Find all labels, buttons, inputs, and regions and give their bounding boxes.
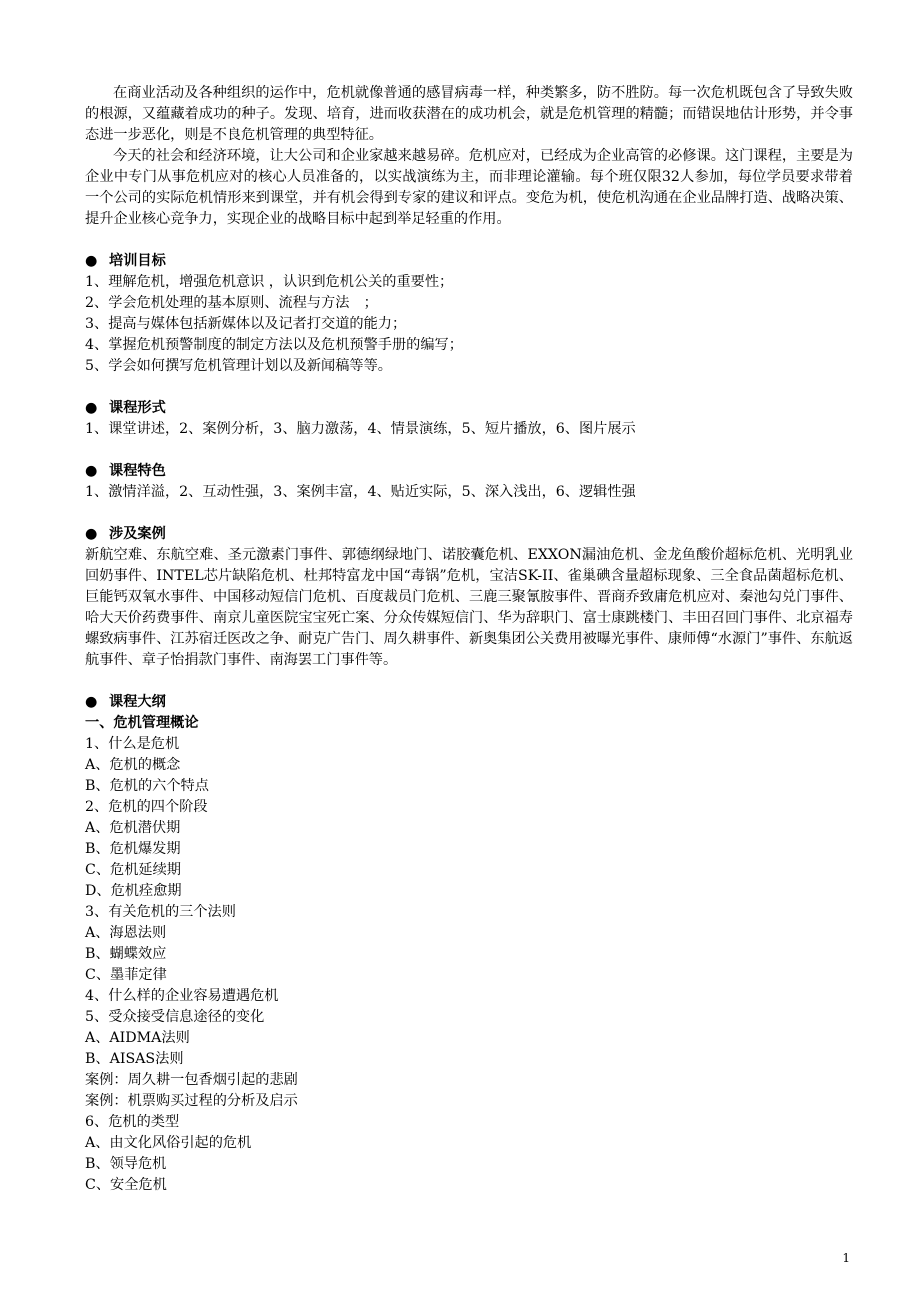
page-number: 1 (842, 1251, 850, 1265)
outline-item: B、危机爆发期 (85, 841, 181, 857)
outline-item: 1、什么是危机 (85, 736, 180, 752)
bullet-icon: ● (85, 253, 98, 269)
bullet-icon: ● (85, 526, 98, 542)
cases-heading (85, 524, 853, 545)
outline-item: 6、危机的类型 (85, 1114, 180, 1130)
outline-heading-text: 课程大纲 (109, 694, 166, 710)
outline-item: 案例：机票购买过程的分析及启示 (85, 1093, 298, 1109)
outline-item: C、危机延续期 (85, 862, 181, 878)
features-text: 1、激情洋溢，2、互动性强，3、案例丰富，4、贴近实际，5、深入浅出，6、逻辑性强 (85, 484, 636, 500)
bullet-icon: ● (85, 400, 98, 416)
outline-item: 5、受众接受信息途径的变化 (85, 1009, 265, 1025)
features-heading (85, 461, 853, 482)
outline-list (85, 734, 853, 1196)
outline-item: 2、危机的四个阶段 (85, 799, 208, 815)
bullet-icon: ● (85, 694, 98, 710)
outline-item: B、AISAS法则 (85, 1051, 184, 1067)
outline-item: A、危机潜伏期 (85, 820, 181, 836)
goals-heading (85, 251, 853, 272)
outline-item: D、危机痊愈期 (85, 883, 182, 899)
features-heading-text: 课程特色 (109, 463, 166, 479)
cases-section (85, 524, 853, 671)
format-section (85, 398, 853, 440)
outline-item: A、AIDMA法则 (85, 1030, 190, 1046)
document-page (85, 83, 853, 1196)
chapter-title: 一、危机管理概论 (85, 715, 199, 731)
outline-heading (85, 692, 853, 713)
intro-paragraph-1: 在商业活动及各种组织的运作中，危机就像普通的感冒病毒一样，种类繁多，防不胜防。每一次危机既包含了导致失败的根源，又蕴藏着成功的种子。发现、培育，进而收获潜在的成功机会，就是危机管理的精髓；而错误地估计形势，并令事态进一步恶化，则是不良危机管理的典型特征。 (85, 85, 853, 143)
goal-item: 1、理解危机，增强危机意识 ，认识到危机公关的重要性； (85, 274, 454, 290)
outline-item: A、海恩法则 (85, 925, 167, 941)
goals-heading-text: 培训目标 (109, 253, 166, 269)
cases-heading-text: 涉及案例 (109, 526, 166, 542)
outline-item: C、安全危机 (85, 1177, 167, 1193)
cases-text: 新航空难、东航空难、圣元激素门事件、郭德纲绿地门、诺胶囊危机、EXXON漏油危机、金龙鱼酸价超标危机、光明乳业回奶事件、INTEL芯片缺陷危机、杜邦特富龙中国“毒锅”危机，宝洁SK-II、雀巢碘含量超标现象、三全食品菌超标危机、巨能钙双氧水事件、中国移动短信门危机、百度裁员门危机、三鹿三聚氰胺事件、晋商乔致庸危机应对、秦池勾兑门事件、哈大天价药费事件、南京儿童医院宝宝死亡案、分众传媒短信门、华为辞职门、富士康跳楼门、丰田召回门事件、北京福寿螺致病事件、江苏宿迁医改之争、耐克广告门、周久耕事件、新奥集团公关费用被曝光事件、康师傅“水源门”事件、东航返航事件、章子怡捐款门事件、南海罢工门事件等。 (85, 547, 853, 668)
outline-item: B、危机的六个特点 (85, 778, 209, 794)
outline-item: 3、有关危机的三个法则 (85, 904, 236, 920)
goal-item: 2、学会危机处理的基本原则、流程与方法 ； (85, 295, 378, 311)
features-section (85, 461, 853, 503)
format-heading-text: 课程形式 (109, 400, 166, 416)
goal-item: 5、学会如何撰写危机管理计划以及新闻稿等等。 (85, 358, 392, 374)
intro-paragraph-2: 今天的社会和经济环境，让大公司和企业家越来越易碎。危机应对，已经成为企业高管的必修课。这门课程，主要是为企业中专门从事危机应对的核心人员准备的，以实战演练为主，而非理论灌输。每个班仅限32人参加，每位学员要求带着一个公司的实际危机情形来到课堂，并有机会得到专家的建议和评点。变危为机，使危机沟通在企业品牌打造、战略决策、提升企业核心竞争力，实现企业的战略目标中起到举足轻重的作用。 (85, 148, 853, 227)
goal-item: 3、提高与媒体包括新媒体以及记者打交道的能力； (85, 316, 407, 332)
outline-item: C、墨菲定律 (85, 967, 167, 983)
outline-item: B、领导危机 (85, 1156, 167, 1172)
bullet-icon: ● (85, 463, 98, 479)
outline-item: 4、什么样的企业容易遭遇危机 (85, 988, 279, 1004)
outline-item: A、由文化风俗引起的危机 (85, 1135, 252, 1151)
goals-section (85, 251, 853, 377)
format-text: 1、课堂讲述，2、案例分析，3、脑力激荡，4、情景演练，5、短片播放，6、图片展示 (85, 421, 636, 437)
outline-item: 案例：周久耕一包香烟引起的悲剧 (85, 1072, 298, 1088)
outline-section (85, 692, 853, 1196)
outline-item: B、蝴蝶效应 (85, 946, 167, 962)
outline-item: A、危机的概念 (85, 757, 181, 773)
format-heading (85, 398, 853, 419)
goal-item: 4、掌握危机预警制度的制定方法以及危机预警手册的编写； (85, 337, 463, 353)
